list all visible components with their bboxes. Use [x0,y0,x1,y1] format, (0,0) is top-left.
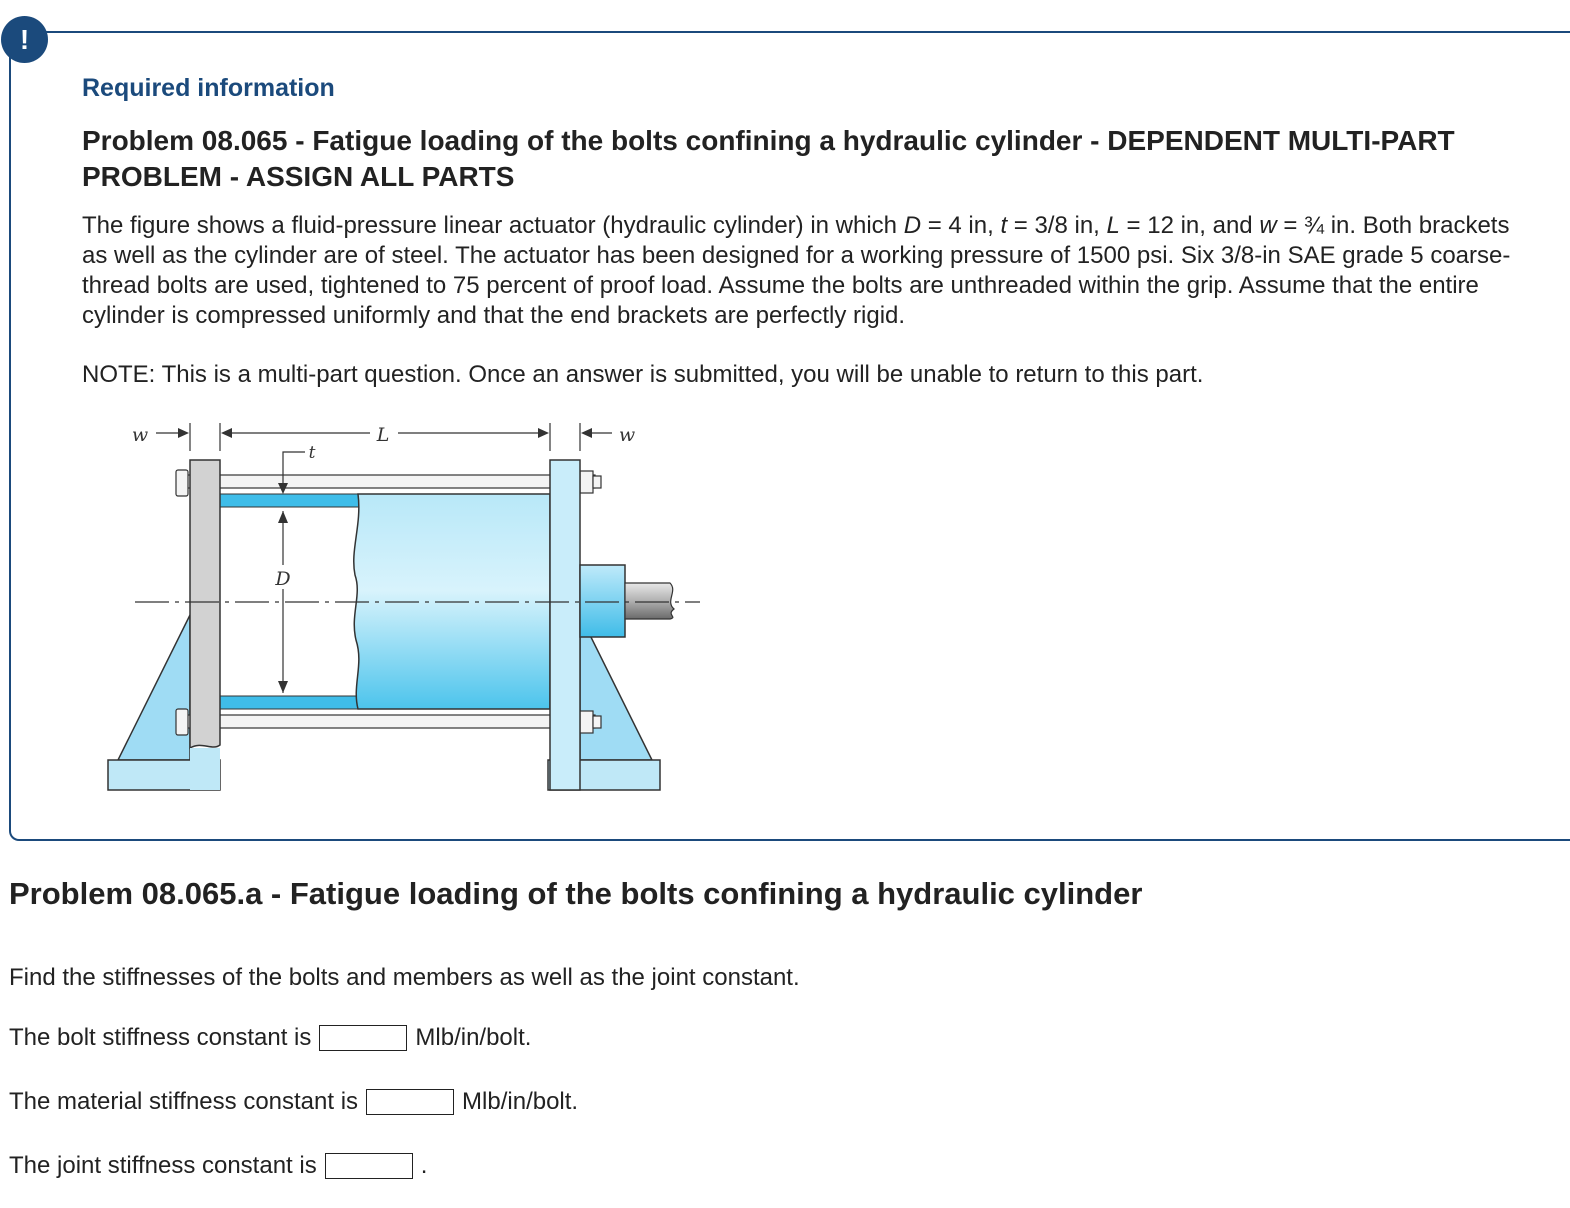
part-a-title: Problem 08.065.a - Fatigue loading of the bolts confining a hydraulic cylinder [9,876,1143,911]
joint-stiffness-label: The joint stiffness constant is [9,1152,317,1179]
gland-boss [580,565,625,637]
piston-rod [625,583,674,619]
problem-description: The figure shows a fluid-pressure linear actuator (hydraulic cylinder) in which D = 4 in, t = 3/8 in, L = 12 in, and w = ¾ in. Both brackets as well as the cylinder are of steel. The actuator has been designed for a working pressure of 1500 psi. Six 3/8-in SAE grade 5 coarse-thread bolts are used, tightened to 75 percent of proof load. Assume the bolts are unthreaded within the grip. Assume that the entire cylinder is compressed uniformly and that the end brackets are perfectly rigid. [82,212,1511,329]
d-arrow-top [278,511,288,523]
w-left-arrow [178,428,189,438]
l-label: L [376,424,390,446]
right-bracket [550,460,580,790]
bottom-bolt [185,715,595,728]
required-info-heading: Required information [82,74,335,102]
top-bolt [185,475,595,488]
alert-icon: ! [1,16,48,63]
bolt-stiffness-unit: Mlb/in/bolt. [415,1024,532,1051]
joint-stiffness-row [9,1152,427,1180]
left-gusset [118,615,190,760]
top-wall-section [220,494,360,507]
top-nut-end [593,476,601,488]
w-right-label: w [618,424,636,446]
bottom-nut [580,711,593,733]
joint-stiffness-input[interactable] [325,1153,413,1179]
joint-stiffness-unit: . [420,1152,428,1179]
material-stiffness-input[interactable] [366,1089,454,1115]
problem-title: Problem 08.065 - Fatigue loading of the bolts confining a hydraulic cylinder - DEPENDENT MULTI-PART PROBLEM - ASSIGN ALL PARTS [82,125,1455,192]
t-label: t [308,443,316,463]
hydraulic-cylinder-figure [100,415,710,800]
d-arrow-bottom [278,681,288,693]
material-stiffness-row [9,1088,578,1116]
top-nut [580,471,593,493]
left-bracket [190,460,220,748]
bottom-wall-section [220,696,360,709]
part-a-question: Find the stiffnesses of the bolts and members as well as the joint constant. [9,964,800,991]
material-stiffness-unit: Mlb/in/bolt. [462,1088,579,1115]
w-left-label: w [131,424,149,446]
multi-part-note: NOTE: This is a multi-part question. Once an answer is submitted, you will be unable to return to this part. [82,361,1204,388]
bolt-stiffness-label: The bolt stiffness constant is [9,1024,312,1051]
bottom-nut-end [593,716,601,728]
bolt-stiffness-input[interactable] [319,1025,407,1051]
bolt-stiffness-row [9,1024,531,1052]
bottom-bolt-head [176,709,188,735]
material-stiffness-label: The material stiffness constant is [9,1088,359,1115]
top-bolt-head [176,470,188,496]
d-label: D [275,568,291,590]
l-arrow-right [538,428,549,438]
left-bracket-base-fill [190,748,220,790]
